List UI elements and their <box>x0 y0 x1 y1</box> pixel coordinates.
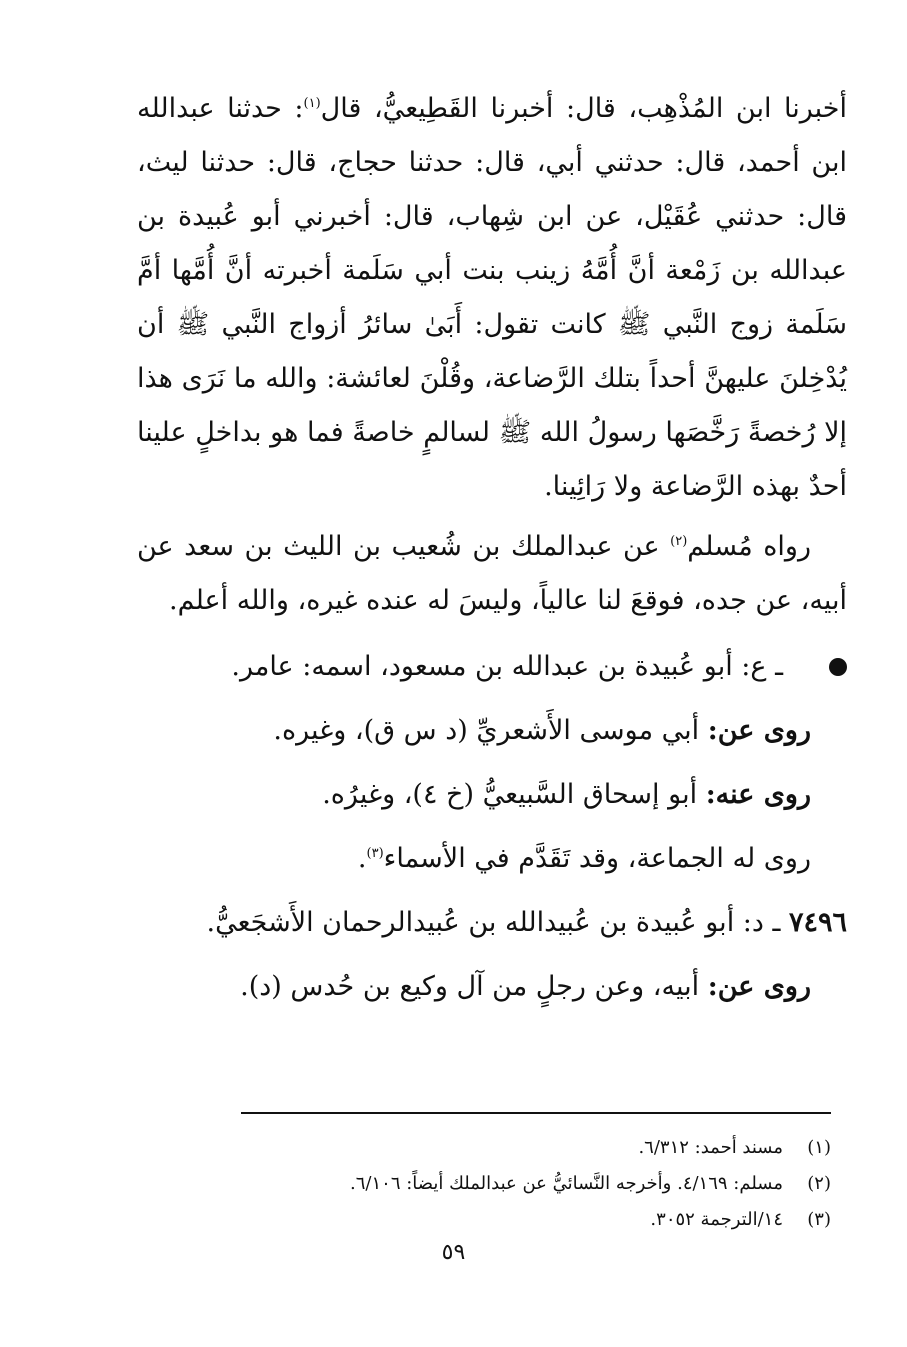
footnote <box>241 1166 831 1202</box>
takhrij-paragraph <box>137 520 847 628</box>
entry-number: ٧٤٩٦ <box>788 907 847 938</box>
entry-narrated-from <box>137 704 847 758</box>
entry-header-text: ـ ع: أبو عُبيدة بن عبدالله بن مسعود، اسمه: عامر. <box>231 651 783 682</box>
narrated-from-text: أبي موسى الأَشعريِّ (د س ق)، وغيره. <box>273 715 708 746</box>
narrated-by-text: أبو إسحاق السَّبيعيُّ (خ ٤)، وغيرُه. <box>322 779 706 810</box>
narrated-from-text: أبيه، وعن رجلٍ من آل وكيع بن حُدس (د). <box>240 971 708 1002</box>
footnote-text: ١٤/الترجمة ٣٠٥٢. <box>650 1209 783 1230</box>
note-end: . <box>357 843 367 874</box>
footnote-marker-3: (٣) <box>366 846 384 861</box>
text-segment: رواه مُسلم <box>687 531 811 562</box>
entry-2-header <box>137 896 847 950</box>
footnote-number: (١) <box>807 1137 831 1158</box>
footnote <box>241 1130 831 1166</box>
footnote-number: (٢) <box>807 1173 831 1194</box>
footnote-text: مسلم: ٤/١٦٩. وأخرجه النَّسائيُّ عن عبدالملك أيضاً: ٦/١٠٦. <box>350 1173 783 1194</box>
narrated-from-label: روى عن: <box>707 715 811 746</box>
hadith-paragraph <box>137 82 847 514</box>
footnote <box>241 1202 831 1238</box>
text-segment: أخبرنا ابن المُذْهِب، قال: أخبرنا القَطِيعيُّ، قال <box>320 93 847 124</box>
text-segment: : حدثنا عبدالله ابن أحمد، قال: حدثني أبي، قال: حدثنا حجاج، قال: حدثنا ليث، قال: حدثني عُقَيْل، عن ابن شِهاب، قال: أخبرني أبو عُبيدة بن عبدالله بن زَمْعة أنَّ أُمَّهُ زينب بنت أبي سَلَمة أخبرته أنَّ أُمَّها أمَّ سَلَمة زوج النَّبي ﷺ كانت تقول: أَبَىٰ سائرُ أزواج النَّبي ﷺ أن يُدْخِلنَ عليهنَّ أحداً بتلك الرَّضاعة، وقُلْنَ لعائشة: والله ما نَرَى هذا إلا رُخصةً رَخَّصَها رسولُ الله ﷺ لسالمٍ خاصةً فما هو بداخلٍ علينا أحدٌ بهذه الرَّضاعة ولا رَائِينا. <box>137 93 847 502</box>
narrated-from-label: روى عن: <box>707 971 811 1002</box>
entry-2-header-text: ـ د: أبو عُبيدة بن عُبيدالله بن عُبيدالرحمان الأَشجَعيُّ. <box>206 907 789 938</box>
footnote-text: مسند أحمد: ٦/٣١٢. <box>638 1137 783 1158</box>
footnote-marker-1: (١) <box>303 96 321 111</box>
entry-2-narrated-from <box>137 960 847 1014</box>
main-text <box>137 82 847 1014</box>
note-text: روى له الجماعة، وقد تَقَدَّم في الأسماء <box>383 843 811 874</box>
entry-narrated-by <box>137 768 847 822</box>
entry-note <box>137 832 847 886</box>
footnotes <box>241 1112 831 1238</box>
footnote-number: (٣) <box>807 1209 831 1230</box>
entry-header <box>137 640 847 694</box>
bullet-icon <box>829 658 847 676</box>
narrated-by-label: روى عنه: <box>705 779 811 810</box>
text-segment: عن عبدالملك بن شُعيب بن الليث بن سعد عن أبيه، عن جده، فوقعَ لنا عالياً، وليسَ له عنده غيره، والله أعلم. <box>137 531 847 616</box>
footnote-marker-2: (٢) <box>670 534 688 549</box>
page-number: ٥٩ <box>441 1240 466 1265</box>
